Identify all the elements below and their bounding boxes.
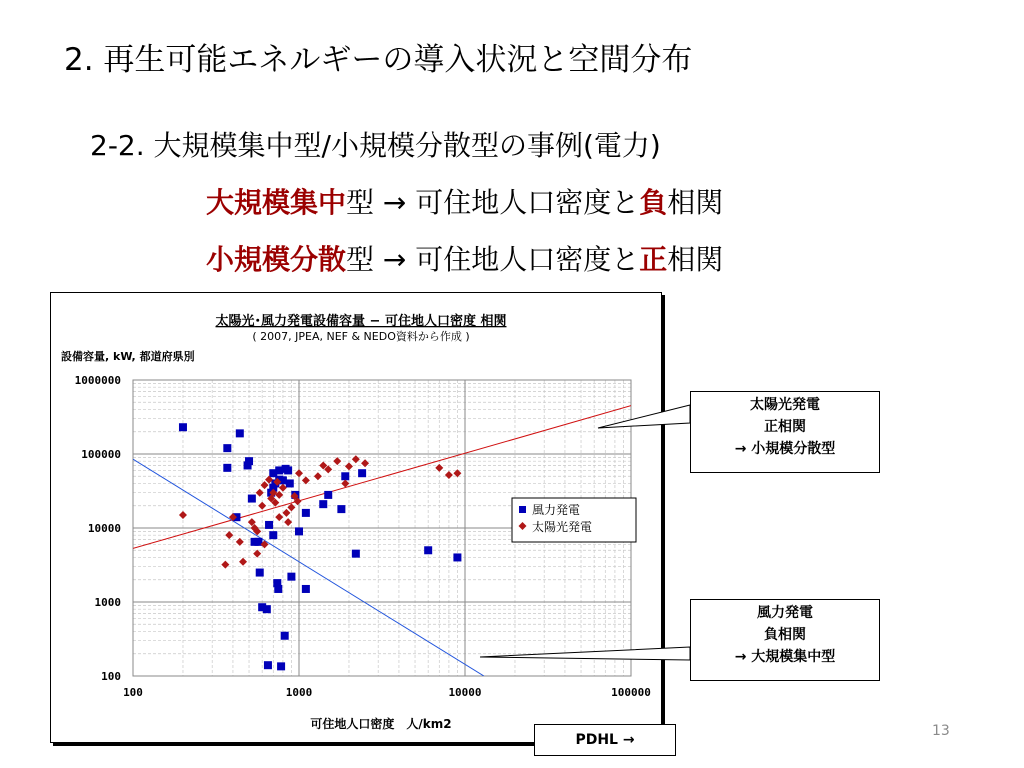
y-tick-label: 1000000	[74, 374, 121, 387]
wind-point	[277, 662, 285, 670]
wind-point	[256, 569, 264, 577]
highlight-large-scale: 大規模集中	[206, 186, 347, 219]
y-tick-label: 10000	[87, 522, 121, 535]
y-tick-label: 1000	[94, 596, 121, 609]
key-point-text: 型 → 可住地人口密度と	[346, 243, 640, 276]
wind-point	[453, 553, 461, 561]
wind-point	[223, 464, 231, 472]
callout-wind-line-1: 風力発電	[757, 605, 813, 621]
wind-point	[281, 632, 289, 640]
wind-point	[251, 538, 259, 546]
wind-point	[424, 546, 432, 554]
x-axis-label: 可住地人口密度 人/km2	[310, 717, 452, 731]
callout-solar	[690, 391, 880, 473]
chart-subtitle: ( 2007, JPEA, NEF & NEDO資料から作成 )	[252, 330, 470, 343]
callout-solar-line-1: 太陽光発電	[750, 397, 820, 413]
wind-point	[302, 585, 310, 593]
highlight-small-scale: 小規模分散	[206, 243, 347, 276]
y-tick-label: 100	[101, 670, 121, 683]
wind-point	[265, 521, 273, 529]
pdhl-link-button[interactable]: PDHL →	[534, 724, 676, 756]
chart-frame	[50, 292, 662, 743]
slide-subtitle: 2-2. 大規模集中型/小規模分散型の事例(電力)	[90, 129, 661, 162]
wind-point	[324, 491, 332, 499]
key-point-text-end: 相関	[667, 186, 724, 219]
key-point-text-end: 相関	[667, 243, 724, 276]
wind-point	[319, 500, 327, 508]
legend-wind-label: 風力発電	[532, 503, 581, 517]
callout-solar-line-2: 正相関	[764, 419, 806, 435]
y-axis-label: 設備容量, kW, 都道府県別	[61, 350, 195, 363]
y-tick-label: 100000	[81, 448, 121, 461]
wind-point	[337, 505, 345, 513]
scatter-chart	[51, 293, 661, 742]
wind-point	[279, 476, 287, 484]
wind-point	[248, 495, 256, 503]
wind-point	[223, 444, 231, 452]
wind-point	[284, 466, 292, 474]
legend-wind-marker	[519, 506, 526, 513]
slide-title: 2. 再生可能エネルギーの導入状況と空間分布	[64, 42, 693, 78]
wind-point	[295, 527, 303, 535]
highlight-negative: 負	[639, 186, 668, 219]
callout-wind	[690, 599, 880, 681]
wind-point	[264, 661, 272, 669]
wind-point	[236, 429, 244, 437]
wind-point	[179, 423, 187, 431]
page-number: 13	[932, 723, 950, 739]
wind-point	[341, 472, 349, 480]
legend-solar-label: 太陽光発電	[532, 520, 593, 534]
wind-point	[274, 585, 282, 593]
wind-point	[352, 550, 360, 558]
highlight-positive: 正	[639, 243, 668, 276]
callout-wind-line-2: 負相関	[764, 627, 806, 643]
wind-point	[286, 479, 294, 487]
key-point-small-scale	[206, 238, 723, 278]
chart-title: 太陽光･風力発電設備容量 − 可住地人口密度 相関	[215, 314, 507, 329]
wind-point	[302, 509, 310, 517]
callout-solar-line-3: → 小規模分散型	[734, 441, 836, 457]
x-tick-label: 100000	[611, 686, 651, 699]
x-tick-label: 10000	[448, 686, 482, 699]
legend	[512, 498, 636, 542]
wind-point	[263, 605, 271, 613]
x-tick-label: 1000	[285, 686, 313, 699]
wind-point	[245, 457, 253, 465]
x-tick-label: 100	[123, 686, 143, 699]
key-point-large-scale	[206, 181, 723, 221]
wind-point	[269, 531, 277, 539]
wind-point	[287, 573, 295, 581]
key-point-text: 型 → 可住地人口密度と	[346, 186, 640, 219]
wind-point	[358, 469, 366, 477]
callout-wind-line-3: → 大規模集中型	[734, 649, 836, 665]
